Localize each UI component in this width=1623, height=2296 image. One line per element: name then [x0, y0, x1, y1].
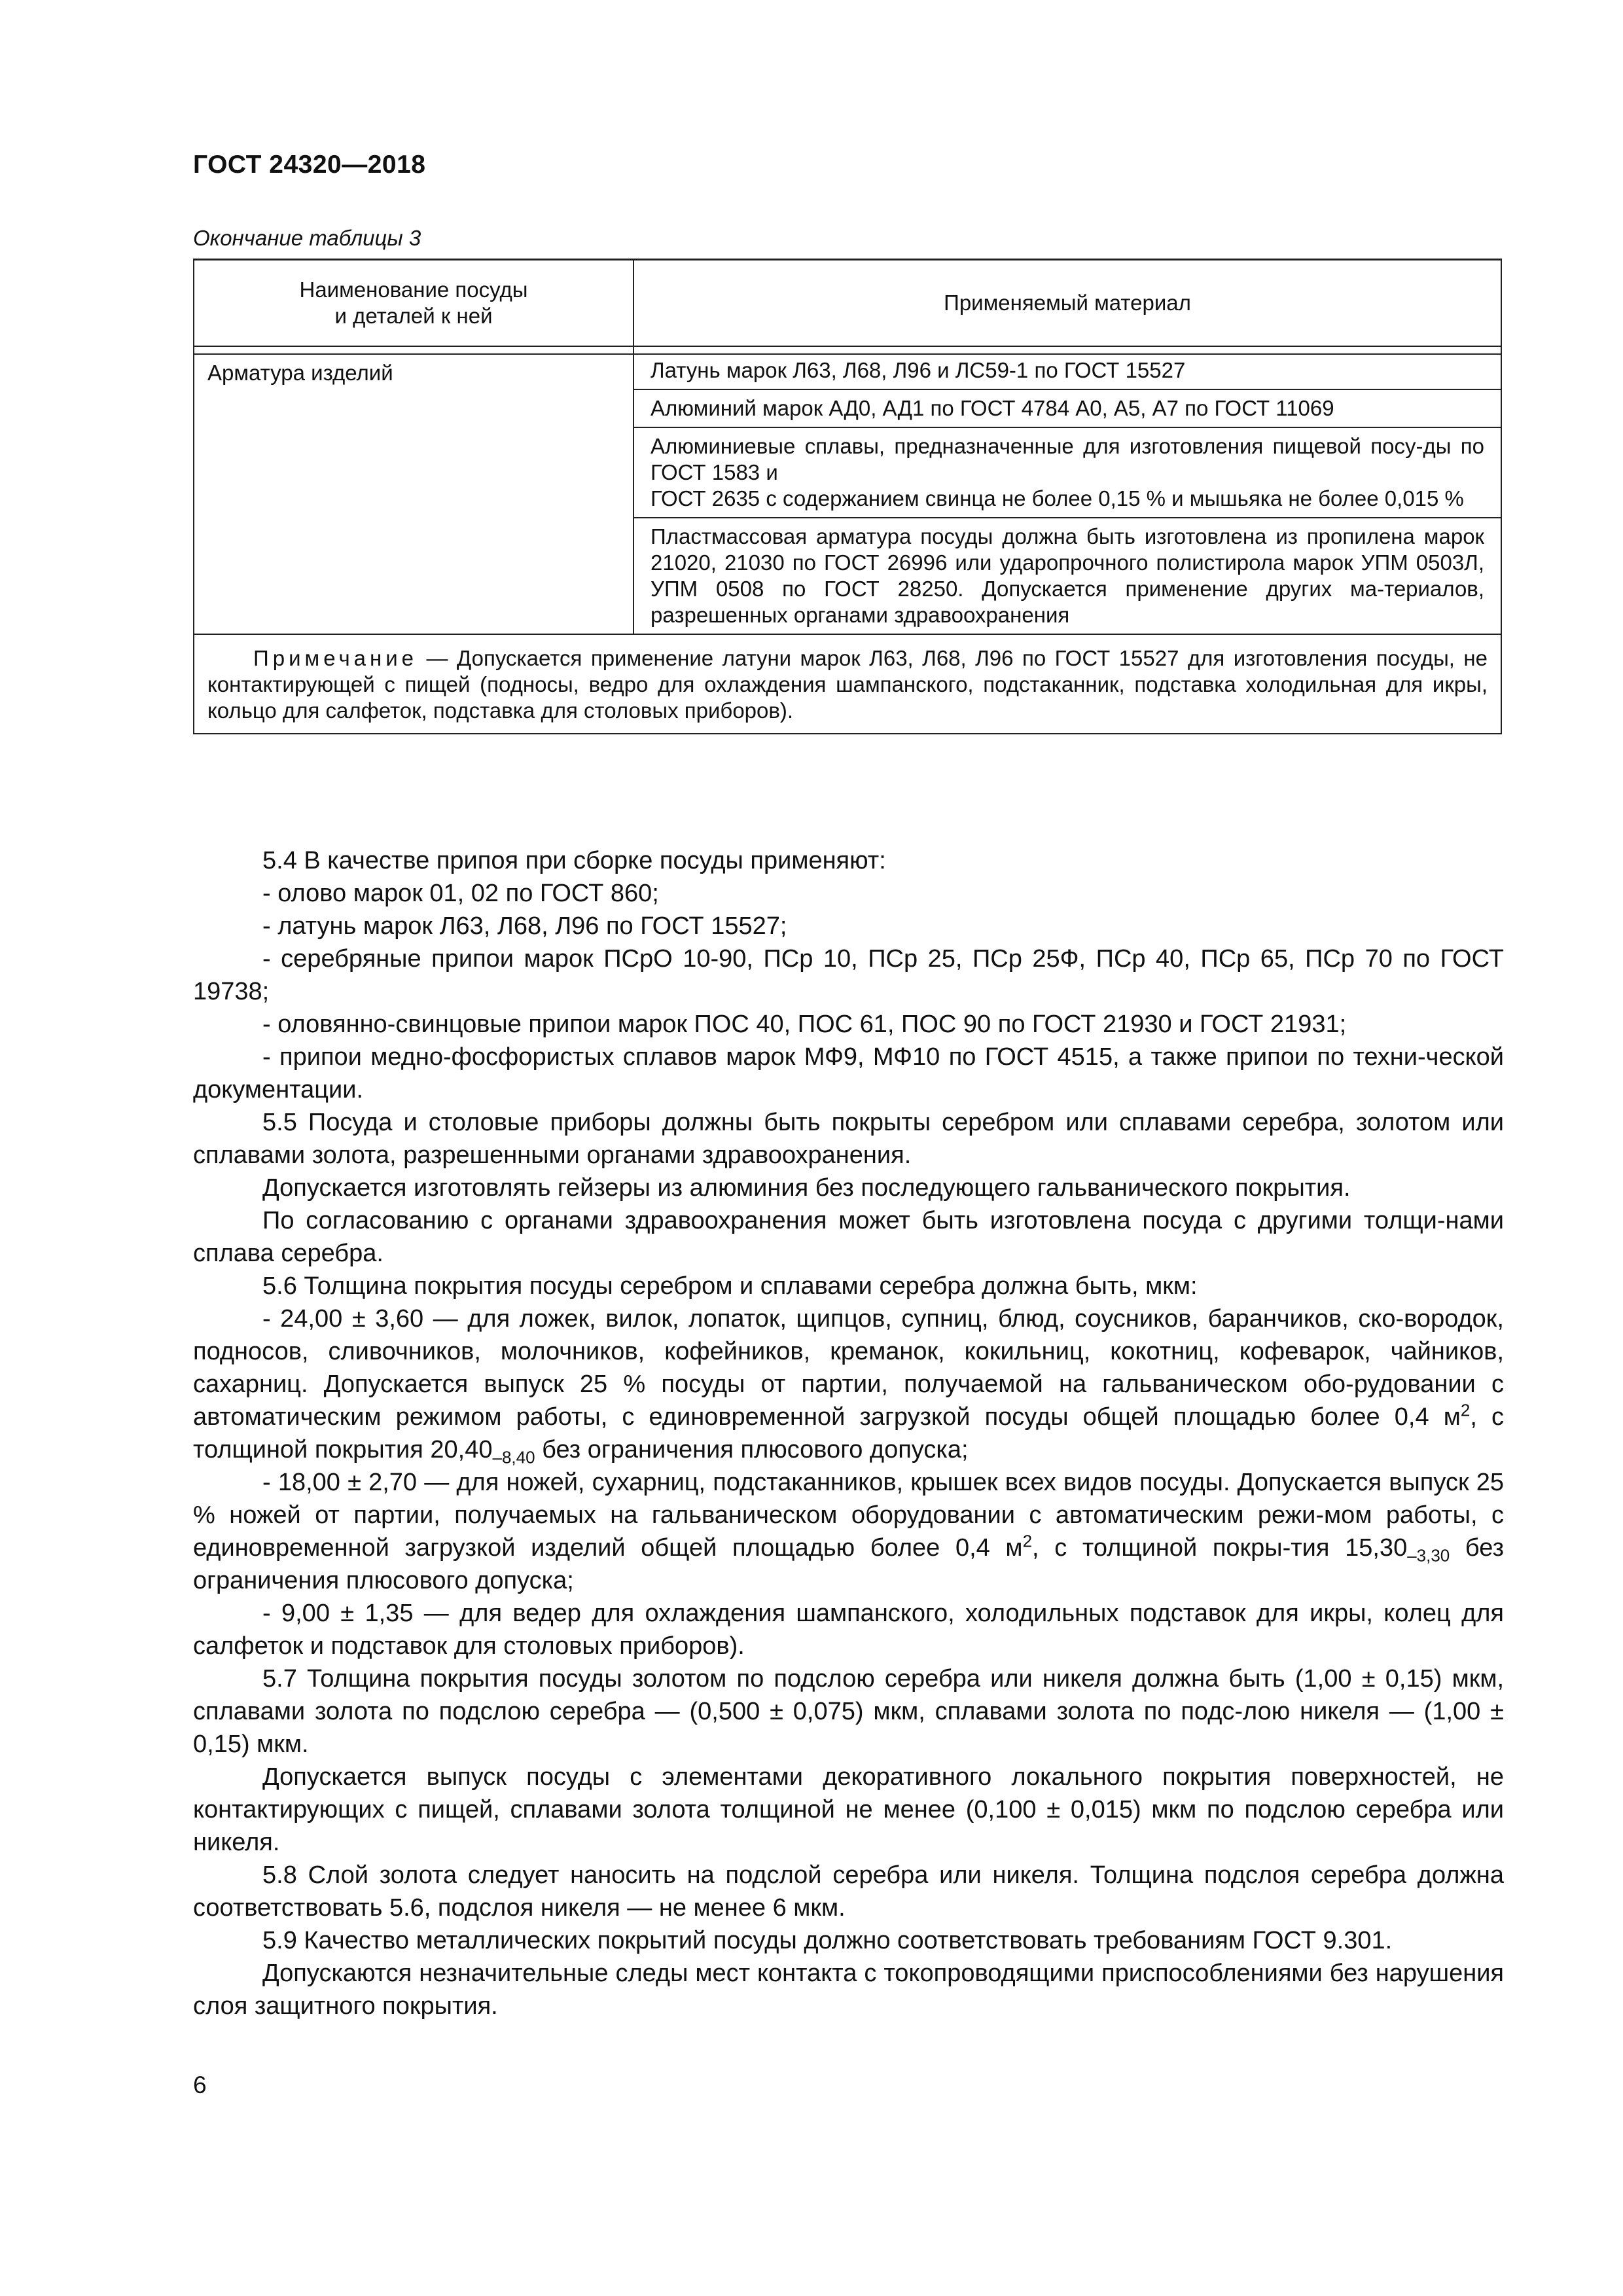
list-item	[193, 1466, 1504, 1597]
table-caption: Окончание таблицы 3	[193, 226, 421, 250]
text-run: - 24,00 ± 3,60 — для ложек, вилок, лопаток, щипцов, супниц, блюд, соусников, баранчиков, ско-вородок, подносов, сливочников, молочников, кофейников, креманок, кокильниц, кокотниц, кофеварок, чайников, сахарниц. Допускается выпуск 25 % посуды от партии, получаемой на гальваническом обо-рудовании с автоматическим режимом работы, с единовременной загрузкой посуды общей площадью более 0,4 м	[193, 1305, 1504, 1431]
column-header-material: Применяемый материал	[633, 260, 1501, 347]
table-row	[194, 354, 1501, 389]
paragraph: Допускается выпуск посуды с элементами декоративного локального покрытия поверхностей, не контактирующих с пищей, сплавами золота толщиной не менее (0,100 ± 0,015) мкм по подслою серебра или никеля.	[193, 1763, 1504, 1856]
material-cell: Пластмассовая арматура посуды должна быть изготовлена из пропилена марок 21020, 21030 по ГОСТ 26996 или ударопрочного полистирола марок УПМ 0503Л, УПМ 0508 по ГОСТ 28250. Допускается применение других ма-териалов, разрешенных органами здравоохранения	[633, 518, 1501, 634]
column-header-item	[194, 260, 633, 347]
table-note-row	[194, 634, 1501, 734]
paragraph: Допускается изготовлять гейзеры из алюминия без последующего гальванического покрытия.	[262, 1174, 1351, 1202]
paragraph: По согласованию с органами здравоохранения может быть изготовлена посуда с другими толщи-нами сплава серебра.	[193, 1207, 1504, 1267]
clause-5-7: 5.7 Толщина покрытия посуды золотом по подслою серебра или никеля должна быть (1,00 ± 0,15) мкм, сплавами золота по подслою серебра — (0,500 ± 0,075) мкм, сплавами золота по подс-лою никеля — (1,00 ± 0,15) мкм.	[193, 1665, 1504, 1758]
text-run: , с толщиной покры-тия 15,30	[1032, 1534, 1408, 1562]
list-item	[193, 1302, 1504, 1466]
item-name-cell: Арматура изделий	[194, 354, 633, 634]
list-item: - латунь марок Л63, Л68, Л96 по ГОСТ 15527;	[262, 912, 787, 940]
list-item: - 9,00 ± 1,35 — для ведер для охлаждения шампанского, холодильных подставок для икры, колец для салфеток и подставок для столовых приборов).	[193, 1600, 1504, 1660]
table-note	[194, 634, 1501, 734]
subscript: –8,40	[492, 1447, 535, 1467]
table-header-gap	[194, 346, 1501, 354]
clause-5-4: 5.4 В качестве припоя при сборке посуды применяют:	[262, 847, 886, 874]
superscript: 2	[1460, 1400, 1471, 1420]
clause-5-5: 5.5 Посуда и столовые приборы должны быть покрыты серебром или сплавами серебра, золотом или сплавами золота, разрешенными органами здравоохранения.	[193, 1109, 1504, 1169]
clause-5-6: 5.6 Толщина покрытия посуды серебром и сплавами серебра должна быть, мкм:	[262, 1272, 1198, 1300]
document-code: ГОСТ 24320—2018	[193, 151, 426, 179]
list-item: - оловянно-свинцовые припои марок ПОС 40, ПОС 61, ПОС 90 по ГОСТ 21930 и ГОСТ 21931;	[262, 1011, 1347, 1038]
superscript: 2	[1022, 1531, 1033, 1551]
list-item: - припои медно-фосфористых сплавов марок МФ9, МФ10 по ГОСТ 4515, а также припои по техни-ческой документации.	[193, 1043, 1504, 1103]
clause-5-9: 5.9 Качество металлических покрытий посуды должно соответствовать требованиям ГОСТ 9.301.	[262, 1927, 1393, 1954]
column-header-item-line2: и деталей к ней	[334, 304, 493, 328]
text-run: без ограничения плюсового допуска;	[193, 1534, 1504, 1594]
table-header-row	[194, 260, 1501, 347]
list-item: - серебряные припои марок ПСрО 10-90, ПСр 10, ПСр 25, ПСр 25Ф, ПСр 40, ПСр 65, ПСр 70 по ГОСТ 19738;	[193, 945, 1504, 1005]
material-cell: Латунь марок Л63, Л68, Л96 и ЛС59-1 по ГОСТ 15527	[633, 354, 1501, 389]
column-header-item-line1: Наименование посуды	[299, 278, 528, 302]
note-text: — Допускается применение латуни марок Л63, Л68, Л96 по ГОСТ 15527 для изготовления посуды, не контактирующей с пищей (подносы, ведро для охлаждения шампанского, подстаканник, подставка холодильная для икры, кольцо для салфеток, подставка для столовых приборов).	[207, 646, 1488, 723]
material-text: Алюминиевые сплавы, предназначенные для изготовления пищевой посу-ды по ГОСТ 1583 и	[651, 434, 1484, 484]
text-run: - 18,00 ± 2,70 — для ножей, сухарниц, подстаканников, крышек всех видов посуды. Допускается выпуск 25 % ножей от партии, получаемых на гальваническом оборудовании с автоматическим режи-мом работы, с единовременной загрузкой изделий общей площадью более 0,4 м	[193, 1469, 1504, 1562]
material-cell	[633, 427, 1501, 518]
material-cell: Алюминий марок АД0, АД1 по ГОСТ 4784 А0, А5, А7 по ГОСТ 11069	[633, 389, 1501, 427]
materials-table	[193, 259, 1502, 734]
page-number: 6	[193, 2072, 207, 2098]
clause-5-8: 5.8 Слой золота следует наносить на подслой серебра или никеля. Толщина подслоя серебра должна соответствовать 5.6, подслоя никеля — не менее 6 мкм.	[193, 1861, 1504, 1922]
material-text: ГОСТ 2635 с содержанием свинца не более 0,15 % и мышьяка не более 0,015 %	[651, 486, 1464, 511]
paragraph: Допускаются незначительные следы мест контакта с токопроводящими приспособлениями без нарушения слоя защитного покрытия.	[193, 1960, 1504, 2020]
body-text	[193, 844, 1504, 2022]
subscript: –3,30	[1407, 1545, 1450, 1566]
note-label: Примечание	[253, 646, 418, 670]
text-run: , с толщиной покрытия 20,40	[193, 1403, 1504, 1463]
list-item: - олово марок 01, 02 по ГОСТ 860;	[262, 880, 659, 907]
text-run: без ограничения плюсового допуска;	[535, 1436, 969, 1463]
